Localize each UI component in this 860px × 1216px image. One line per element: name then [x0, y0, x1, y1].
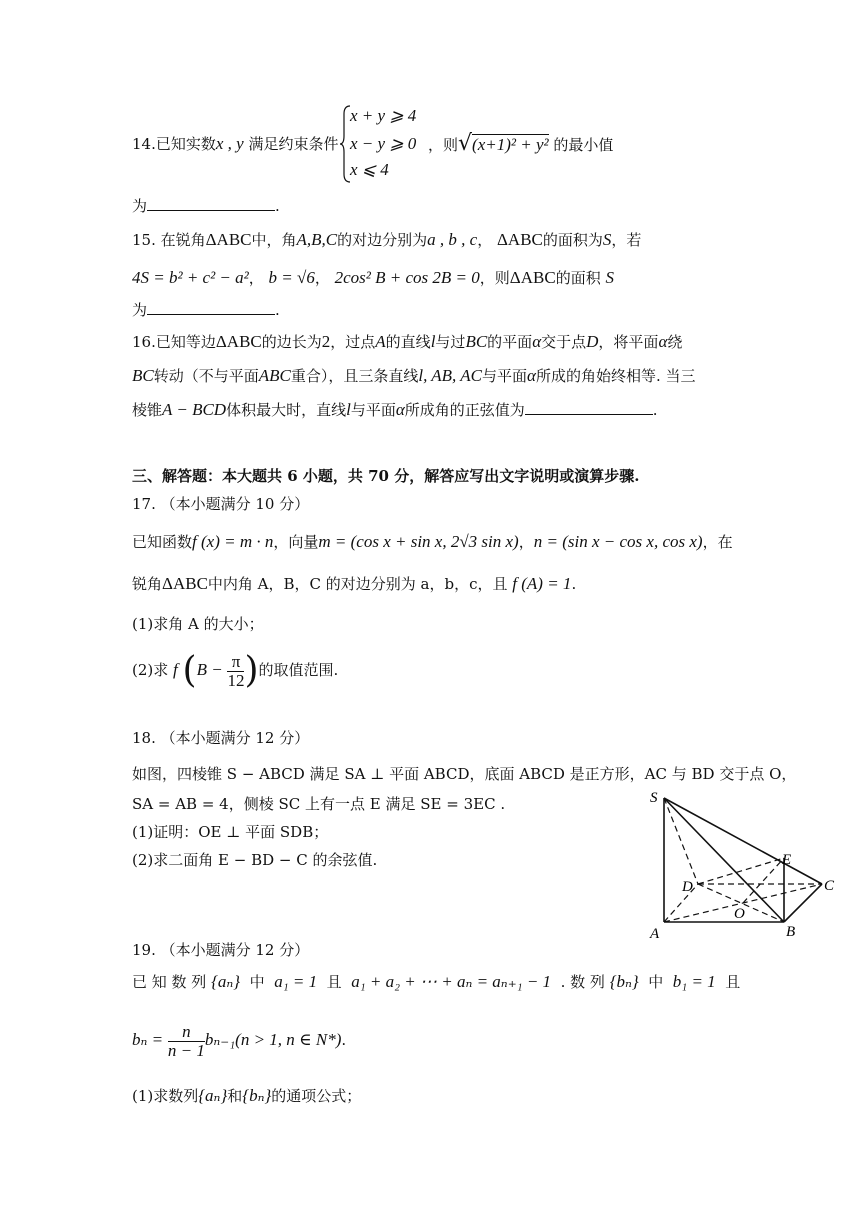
q17-text: ， [518, 533, 534, 551]
q16-text: 所成角的正弦值为 [404, 401, 525, 419]
label-a: A [650, 926, 660, 942]
q19-recurrence: bₙ₋₁(n > 1, n ∈ N*) [204, 1030, 342, 1049]
q17-text: ，在 [702, 533, 733, 551]
angles-abc: A,B,C [296, 230, 338, 249]
segment-bc: BC [465, 332, 488, 351]
q19-bn: bₙ = [132, 1030, 164, 1049]
sequence-b: {bₙ} [609, 972, 639, 991]
label-c: C [824, 878, 835, 894]
q17-text: . [571, 575, 577, 593]
edge-sb [664, 798, 784, 922]
vector-n: n = (sin x − cos x, cos x) [533, 532, 703, 551]
triangle-abc: ΔABC [509, 268, 556, 287]
edge-sd [664, 798, 698, 884]
q16-text: ，过点 [330, 333, 376, 351]
q17-part2 [132, 648, 338, 692]
q15-text: 的对边分别为 [337, 231, 428, 249]
q15-line3 [132, 300, 280, 320]
q19-b1: b₁ = 1 [672, 972, 716, 991]
lines-l-ab-ac: l, AB, AC [418, 366, 482, 385]
left-paren-icon: ( [182, 650, 197, 691]
vector-m: m = (cos x + sin x, 2√3 sin x) [318, 532, 519, 551]
q15-text: ，则 [479, 269, 510, 287]
q16-text: 重合），且三条直线 [290, 367, 419, 385]
q16-end: . [652, 401, 658, 419]
q14-constraint-1: x + y ⩾ 4 [350, 106, 417, 125]
q15-condition-1: 4S = b² + c² − a² [132, 268, 249, 287]
q16-text: 交于点 [541, 333, 587, 351]
plane-alpha: α [527, 366, 536, 385]
pyramid-figure [646, 784, 846, 944]
q17-condition: f (A) = 1 [512, 574, 572, 593]
q17-text: 中内角 A，B，C 的对边分别为 a，b，c，且 [207, 575, 508, 593]
q16-text: 体积最大时，直线 [226, 401, 347, 419]
q16-text: 转动（不与平面 [153, 367, 259, 385]
area-s: S [602, 230, 612, 249]
right-paren-icon: ) [244, 650, 259, 691]
denominator: 12 [227, 670, 245, 690]
sqrt-icon: √ [458, 131, 473, 156]
q15-line2: 4S = b² + c² − a²， b = √6， 2cos² B + cos 2B = 0，则ΔABC的面积 S [132, 268, 614, 287]
q19-a1: a₁ = 1 [274, 972, 318, 991]
q19-text: 已 知 数 列 [132, 973, 207, 991]
q19-text: 且 [725, 973, 741, 991]
side-length: 2 [321, 332, 331, 351]
q19-text: 的通项公式； [271, 1087, 362, 1105]
answer-blank[interactable] [147, 300, 275, 315]
denominator: n − 1 [167, 1040, 205, 1060]
q16-text: 与平面 [350, 401, 396, 419]
q14-line1 [132, 134, 339, 154]
q14-constraint-3: x ⩽ 4 [350, 160, 389, 179]
label-o: O [734, 906, 745, 922]
q16-text: 与过 [435, 333, 466, 351]
q16-text: 所成的角始终相等. 当三 [535, 367, 696, 385]
q16-text: 与平面 [481, 367, 527, 385]
sequence-a: {aₙ} [211, 972, 241, 991]
q16-line3 [132, 400, 658, 420]
sides-abc: a , b , c [427, 230, 478, 249]
q15-line1 [132, 230, 641, 250]
triangle-abc: ΔABC [162, 574, 208, 593]
answer-blank[interactable] [525, 400, 653, 415]
q17-title: 17. （本小题满分 10 分） [132, 495, 310, 513]
numerator: π [227, 653, 244, 672]
label-s: S [650, 790, 658, 806]
q17-text: (2)求 [132, 661, 169, 679]
triangle-abc: ΔABC [205, 230, 252, 249]
label-e: E [782, 852, 792, 868]
edge-ad [664, 884, 698, 922]
q14-text: ，则 [428, 136, 459, 154]
q19-text: . 数 列 [560, 973, 605, 991]
q15-end: . [275, 301, 280, 319]
triangle-abc: ΔABC [215, 332, 262, 351]
q19-text: 中 [648, 973, 664, 991]
sequence-b: {bₙ} [242, 1086, 272, 1105]
q15-text: 15. 在锐角 [132, 231, 206, 249]
q18-title: 18. （本小题满分 12 分） [132, 729, 310, 747]
q16-line2 [132, 366, 695, 386]
q17-line1 [132, 532, 733, 552]
q17-text: 已知函数 [132, 533, 193, 551]
q17-text: 的取值范围. [258, 661, 339, 679]
line-l: l [430, 332, 436, 351]
q15-text: ， [477, 231, 493, 249]
q18-line2: SA = AB = 4，侧棱 SC 上有一点 E 满足 SE = 3EC . [132, 795, 506, 813]
q19-text: 和 [227, 1087, 243, 1105]
q17-function: f (x) = m · n [192, 532, 274, 551]
q18-part1: (1)证明：OE ⊥ 平面 SDB； [132, 823, 329, 841]
q16-line1 [132, 332, 682, 352]
point-a: A [375, 332, 386, 351]
section-heading: 三、解答题：本大题共 6 小题，共 70 分，解答应写出文字说明或演算步骤. [132, 467, 640, 485]
q16-text: 的边长为 [261, 333, 322, 351]
q14-vars: x , y [215, 134, 244, 153]
q14-end: . [275, 197, 280, 215]
label-b: B [786, 924, 796, 940]
answer-blank[interactable] [147, 196, 275, 211]
segment-bc: BC [132, 366, 154, 385]
line-l: l [346, 400, 351, 419]
q19-sum: a₁ + a₂ + ⋯ + aₙ = aₙ₊₁ − 1 [351, 972, 552, 991]
q19-line2 [132, 1018, 346, 1062]
q15-condition-2: b = √6 [268, 268, 315, 287]
plane-abc: ABC [258, 366, 291, 385]
fraction-pi-12 [227, 653, 244, 690]
q17-arg: B − [196, 660, 223, 679]
q14-text: 的最小值 [553, 136, 614, 154]
q19-line1 [132, 972, 740, 992]
q16-text: ，将平面 [598, 333, 659, 351]
q14-expression: (x+1)² + y² [472, 135, 549, 154]
plane-alpha: α [532, 332, 542, 351]
segment-oe [743, 858, 784, 903]
q19-title: 19. （本小题满分 12 分） [132, 941, 310, 959]
fraction-n-over-n-minus-1 [168, 1023, 205, 1060]
q16-text: 的直线 [385, 333, 431, 351]
q15-condition-3: 2cos² B + cos 2B = 0 [334, 268, 480, 287]
q15-text: 为 [132, 301, 148, 319]
triangle-abc: ΔABC [497, 230, 543, 249]
q19-text: . [341, 1031, 347, 1049]
q17-text: ，向量 [273, 533, 319, 551]
function-f: f [173, 660, 178, 679]
q19-part1 [132, 1086, 361, 1106]
plane-alpha: α [658, 332, 668, 351]
q19-text: (1)求数列 [132, 1087, 199, 1105]
q14-text: 满足约束条件 [248, 135, 339, 153]
sequence-a: {aₙ} [198, 1086, 228, 1105]
q19-text: 中 [249, 973, 265, 991]
q14-line2 [132, 196, 280, 216]
edge-sc [664, 798, 822, 884]
q14-text: 为 [132, 197, 148, 215]
q16-text: 绕 [667, 333, 683, 351]
q14-line1-right [428, 131, 614, 156]
q16-text: 16.已知等边 [132, 333, 216, 351]
q14-constraint-2: x − y ⩾ 0 [350, 134, 417, 153]
q14-text: 14.已知实数 [132, 135, 216, 153]
q18-line1: 如图，四棱锥 S − ABCD 满足 SA ⊥ 平面 ABCD，底面 ABCD 是正方形，AC 与 BD 交于点 O， [132, 765, 797, 783]
area-s: S [605, 268, 614, 287]
q15-text: 中，角 [251, 231, 297, 249]
point-d: D [586, 332, 599, 351]
q16-text: 棱锥 [132, 401, 163, 419]
numerator: n [168, 1023, 205, 1042]
plane-alpha: α [395, 400, 405, 419]
q15-text: 的面积 [555, 269, 601, 287]
q15-text: ，若 [611, 231, 642, 249]
q17-part1: (1)求角 A 的大小； [132, 615, 264, 633]
q14-constraint-system [340, 104, 430, 184]
q18-part2: (2)求二面角 E − BD − C 的余弦值. [132, 851, 378, 869]
q19-text: 且 [326, 973, 342, 991]
edge-bc [784, 884, 822, 922]
q17-text: 锐角 [132, 575, 163, 593]
q15-text: 的面积为 [542, 231, 603, 249]
pyramid-abcd: A − BCD [162, 400, 227, 419]
q17-line2 [132, 574, 576, 594]
q16-text: 的平面 [487, 333, 533, 351]
segment-de [698, 858, 784, 884]
label-d: D [682, 879, 693, 895]
